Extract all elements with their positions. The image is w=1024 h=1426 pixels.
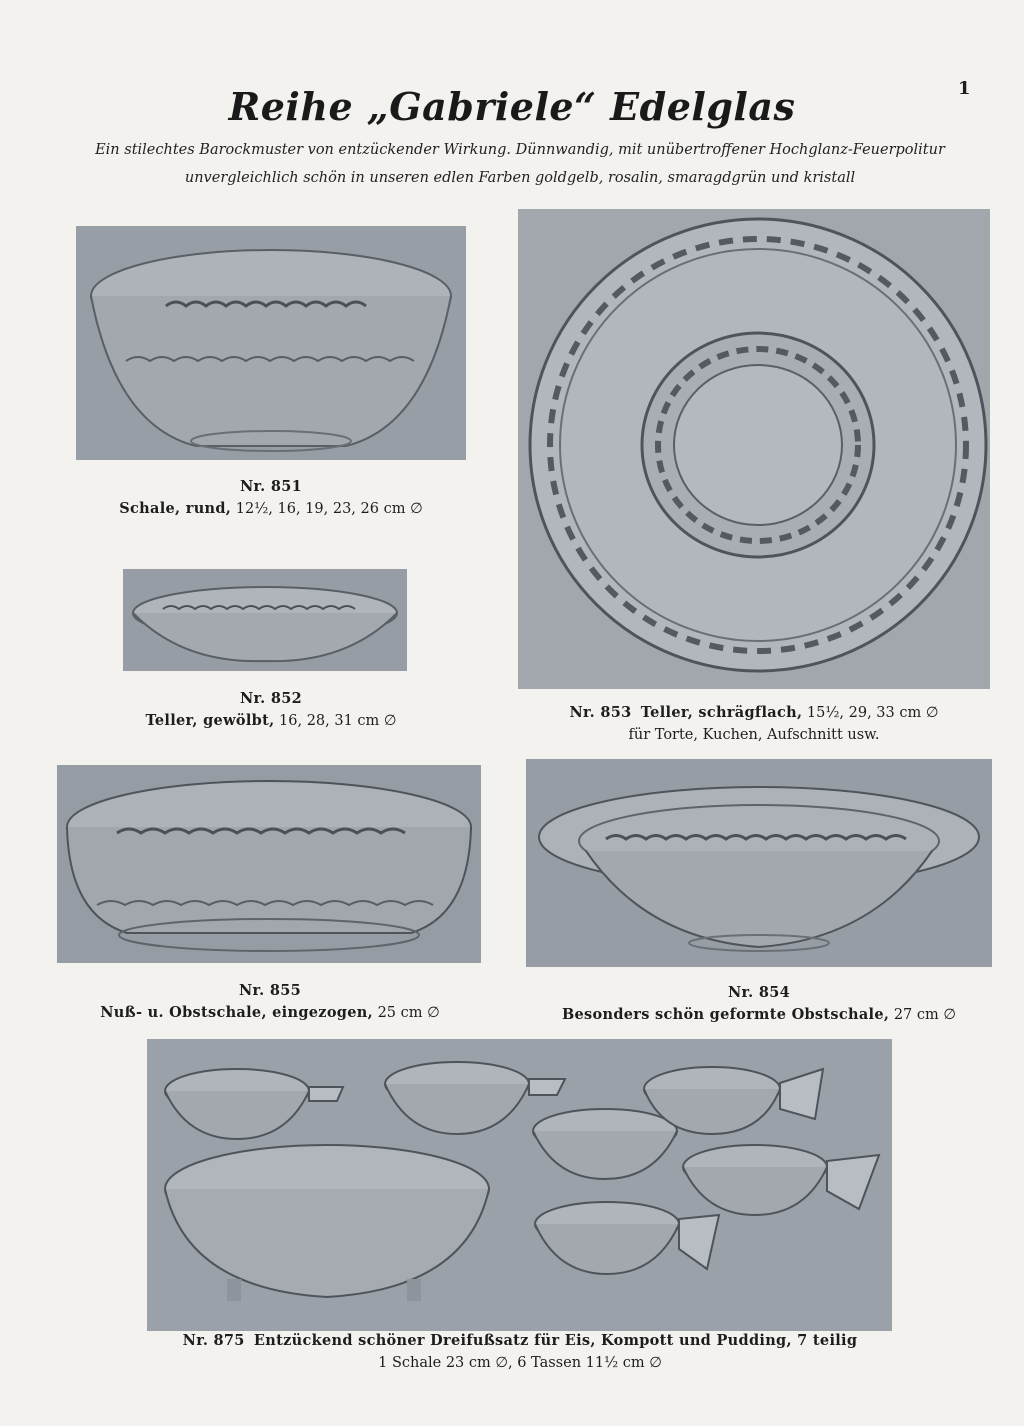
caption-875 [130,1330,910,1374]
diameter-icon: ∅ [410,501,423,517]
item-name: Teller, gewölbt, [145,712,275,729]
subtitle-line-1: Ein stilechtes Barockmuster von entzückender Wirkung. Dünnwandig, mit unübertroffener Hochglanz-Feuerpolitur [95,142,945,158]
item-number: Nr. 875 [182,1332,245,1349]
item-sizes: 27 cm [893,1007,939,1023]
item-name: Teller, schrägflach, [640,704,803,721]
page-title: Reihe „Gabriele“ Edelglas [228,84,796,129]
bowl-855-image [57,765,481,963]
bowl-854-image [526,759,992,967]
item-sizes: 15½, 29, 33 cm [806,705,922,721]
plate-852-image [123,569,407,671]
item-sizes: 1 Schale 23 cm ∅, 6 Tassen 11½ cm ∅ [378,1355,662,1371]
caption-851 [76,476,466,520]
item-sizes: 25 cm [377,1005,423,1021]
item-name: Entzückend schöner Dreifußsatz für Eis, Kompott und Pudding, 7 teilig [253,1332,858,1349]
item-number: Nr. 852 [239,690,303,707]
item-name: Schale, rund, [119,500,232,517]
subtitle-line-2: unvergleichlich schön in unseren edlen Farben goldgelb, rosalin, smaragdgrün und kristall [184,170,856,186]
diameter-icon: ∅ [383,713,397,729]
item-number: Nr. 853 [569,704,632,721]
diameter-icon: ∅ [427,1005,440,1021]
bowl-851-image [76,226,466,460]
photo-set-875 [147,1039,892,1331]
item-number: Nr. 851 [239,478,303,495]
item-number: Nr. 855 [238,982,302,999]
item-sizes: 12½, 16, 19, 23, 26 cm [235,501,406,517]
diameter-icon: ∅ [925,705,939,721]
item-note: für Torte, Kuchen, Aufschnitt usw. [628,727,880,743]
item-sizes: 16, 28, 31 cm [279,713,380,729]
photo-plate-852 [123,569,407,671]
caption-855 [40,980,500,1024]
caption-852 [76,688,466,732]
item-name: Besonders schön geformte Obstschale, [561,1006,890,1023]
caption-853 [518,702,990,746]
item-number: Nr. 854 [727,984,791,1001]
photo-bowl-854 [526,759,992,967]
caption-854 [526,982,992,1026]
photo-plate-853 [518,209,990,689]
photo-bowl-855 [57,765,481,963]
item-name: Nuß- u. Obstschale, eingezogen, [100,1004,373,1021]
diameter-icon: ∅ [943,1007,957,1023]
plate-853-image [518,209,990,689]
set-875-image [147,1039,892,1331]
photo-bowl-851 [76,226,466,460]
page-number: 1 [958,78,971,99]
